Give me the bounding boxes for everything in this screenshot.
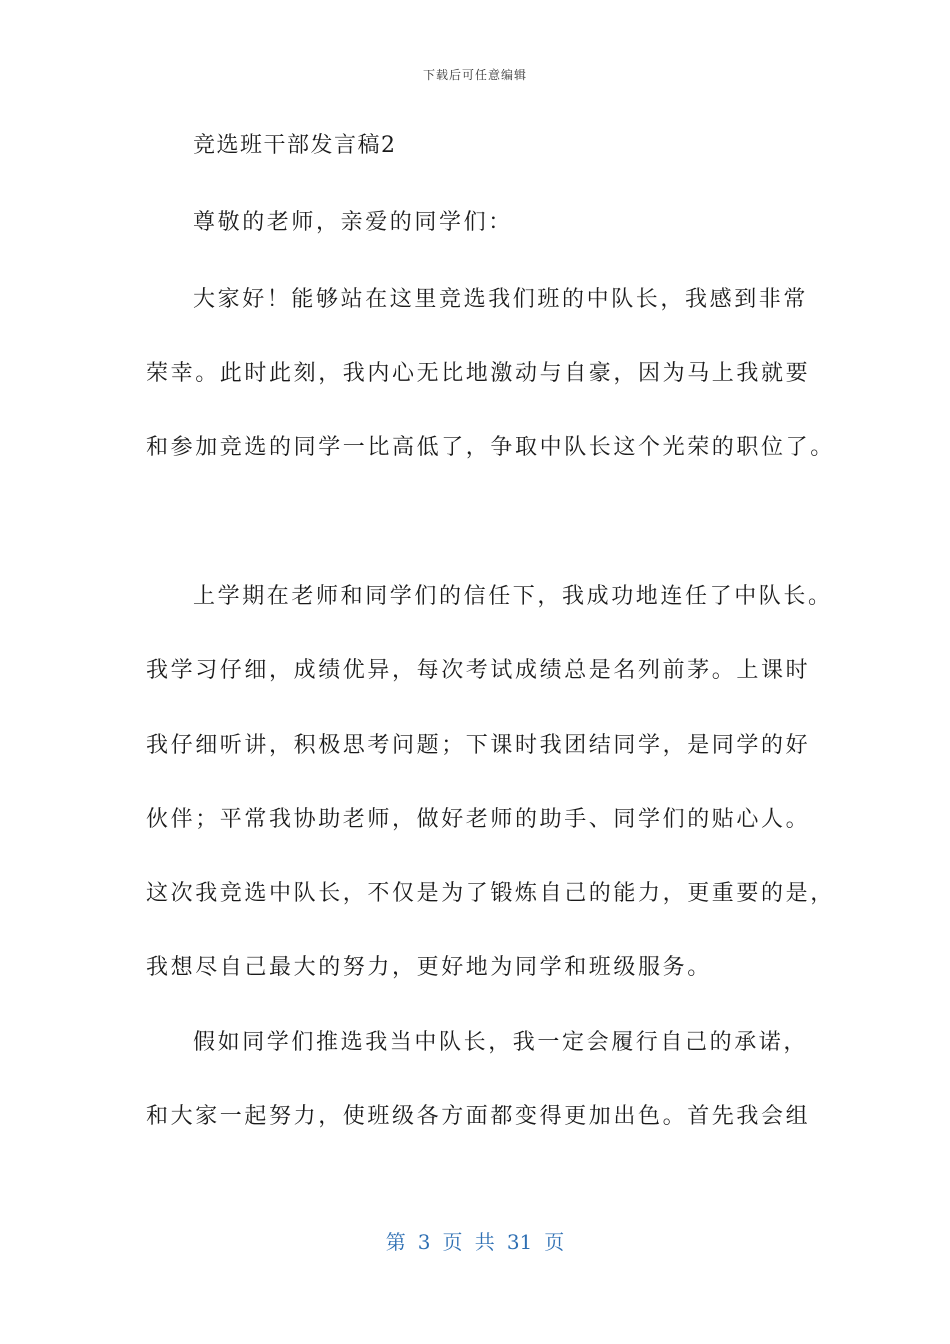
greeting-line: 尊敬的老师，亲爱的同学们： [193, 210, 513, 235]
page-total: 31 [506, 1230, 533, 1254]
paragraph-line: 和参加竞选的同学一比高低了，争取中队长这个光荣的职位了。 [146, 435, 835, 460]
page-number-footer [0, 1226, 950, 1255]
page-prefix: 第 [385, 1230, 406, 1254]
paragraph-line: 伙伴；平常我协助老师，做好老师的助手、同学们的贴心人。 [146, 807, 811, 832]
document-title: 竞选班干部发言稿2 [193, 133, 397, 158]
header-note: 下载后可任意编辑 [422, 68, 527, 82]
paragraph-line: 这次我竞选中队长，不仅是为了锻炼自己的能力，更重要的是， [146, 881, 835, 906]
paragraph-line: 我想尽自己最大的努力，更好地为同学和班级服务。 [146, 955, 712, 980]
paragraph-line: 我仔细听讲，积极思考问题；下课时我团结同学，是同学的好 [146, 733, 811, 758]
page-middle: 页 共 [442, 1230, 495, 1254]
page-current: 3 [417, 1230, 431, 1254]
paragraph-line: 和大家一起努力，使班级各方面都变得更加出色。首先我会组 [146, 1104, 811, 1129]
paragraph-line: 上学期在老师和同学们的信任下，我成功地连任了中队长。 [193, 584, 833, 609]
paragraph-line: 荣幸。此时此刻，我内心无比地激动与自豪，因为马上我就要 [146, 361, 811, 386]
page-suffix: 页 [544, 1230, 565, 1254]
paragraph-line: 假如同学们推选我当中队长，我一定会履行自己的承诺， [193, 1030, 809, 1055]
paragraph-line: 我学习仔细，成绩优异，每次考试成绩总是名列前茅。上课时 [146, 658, 811, 683]
paragraph-line: 大家好！能够站在这里竞选我们班的中队长，我感到非常 [193, 287, 809, 312]
